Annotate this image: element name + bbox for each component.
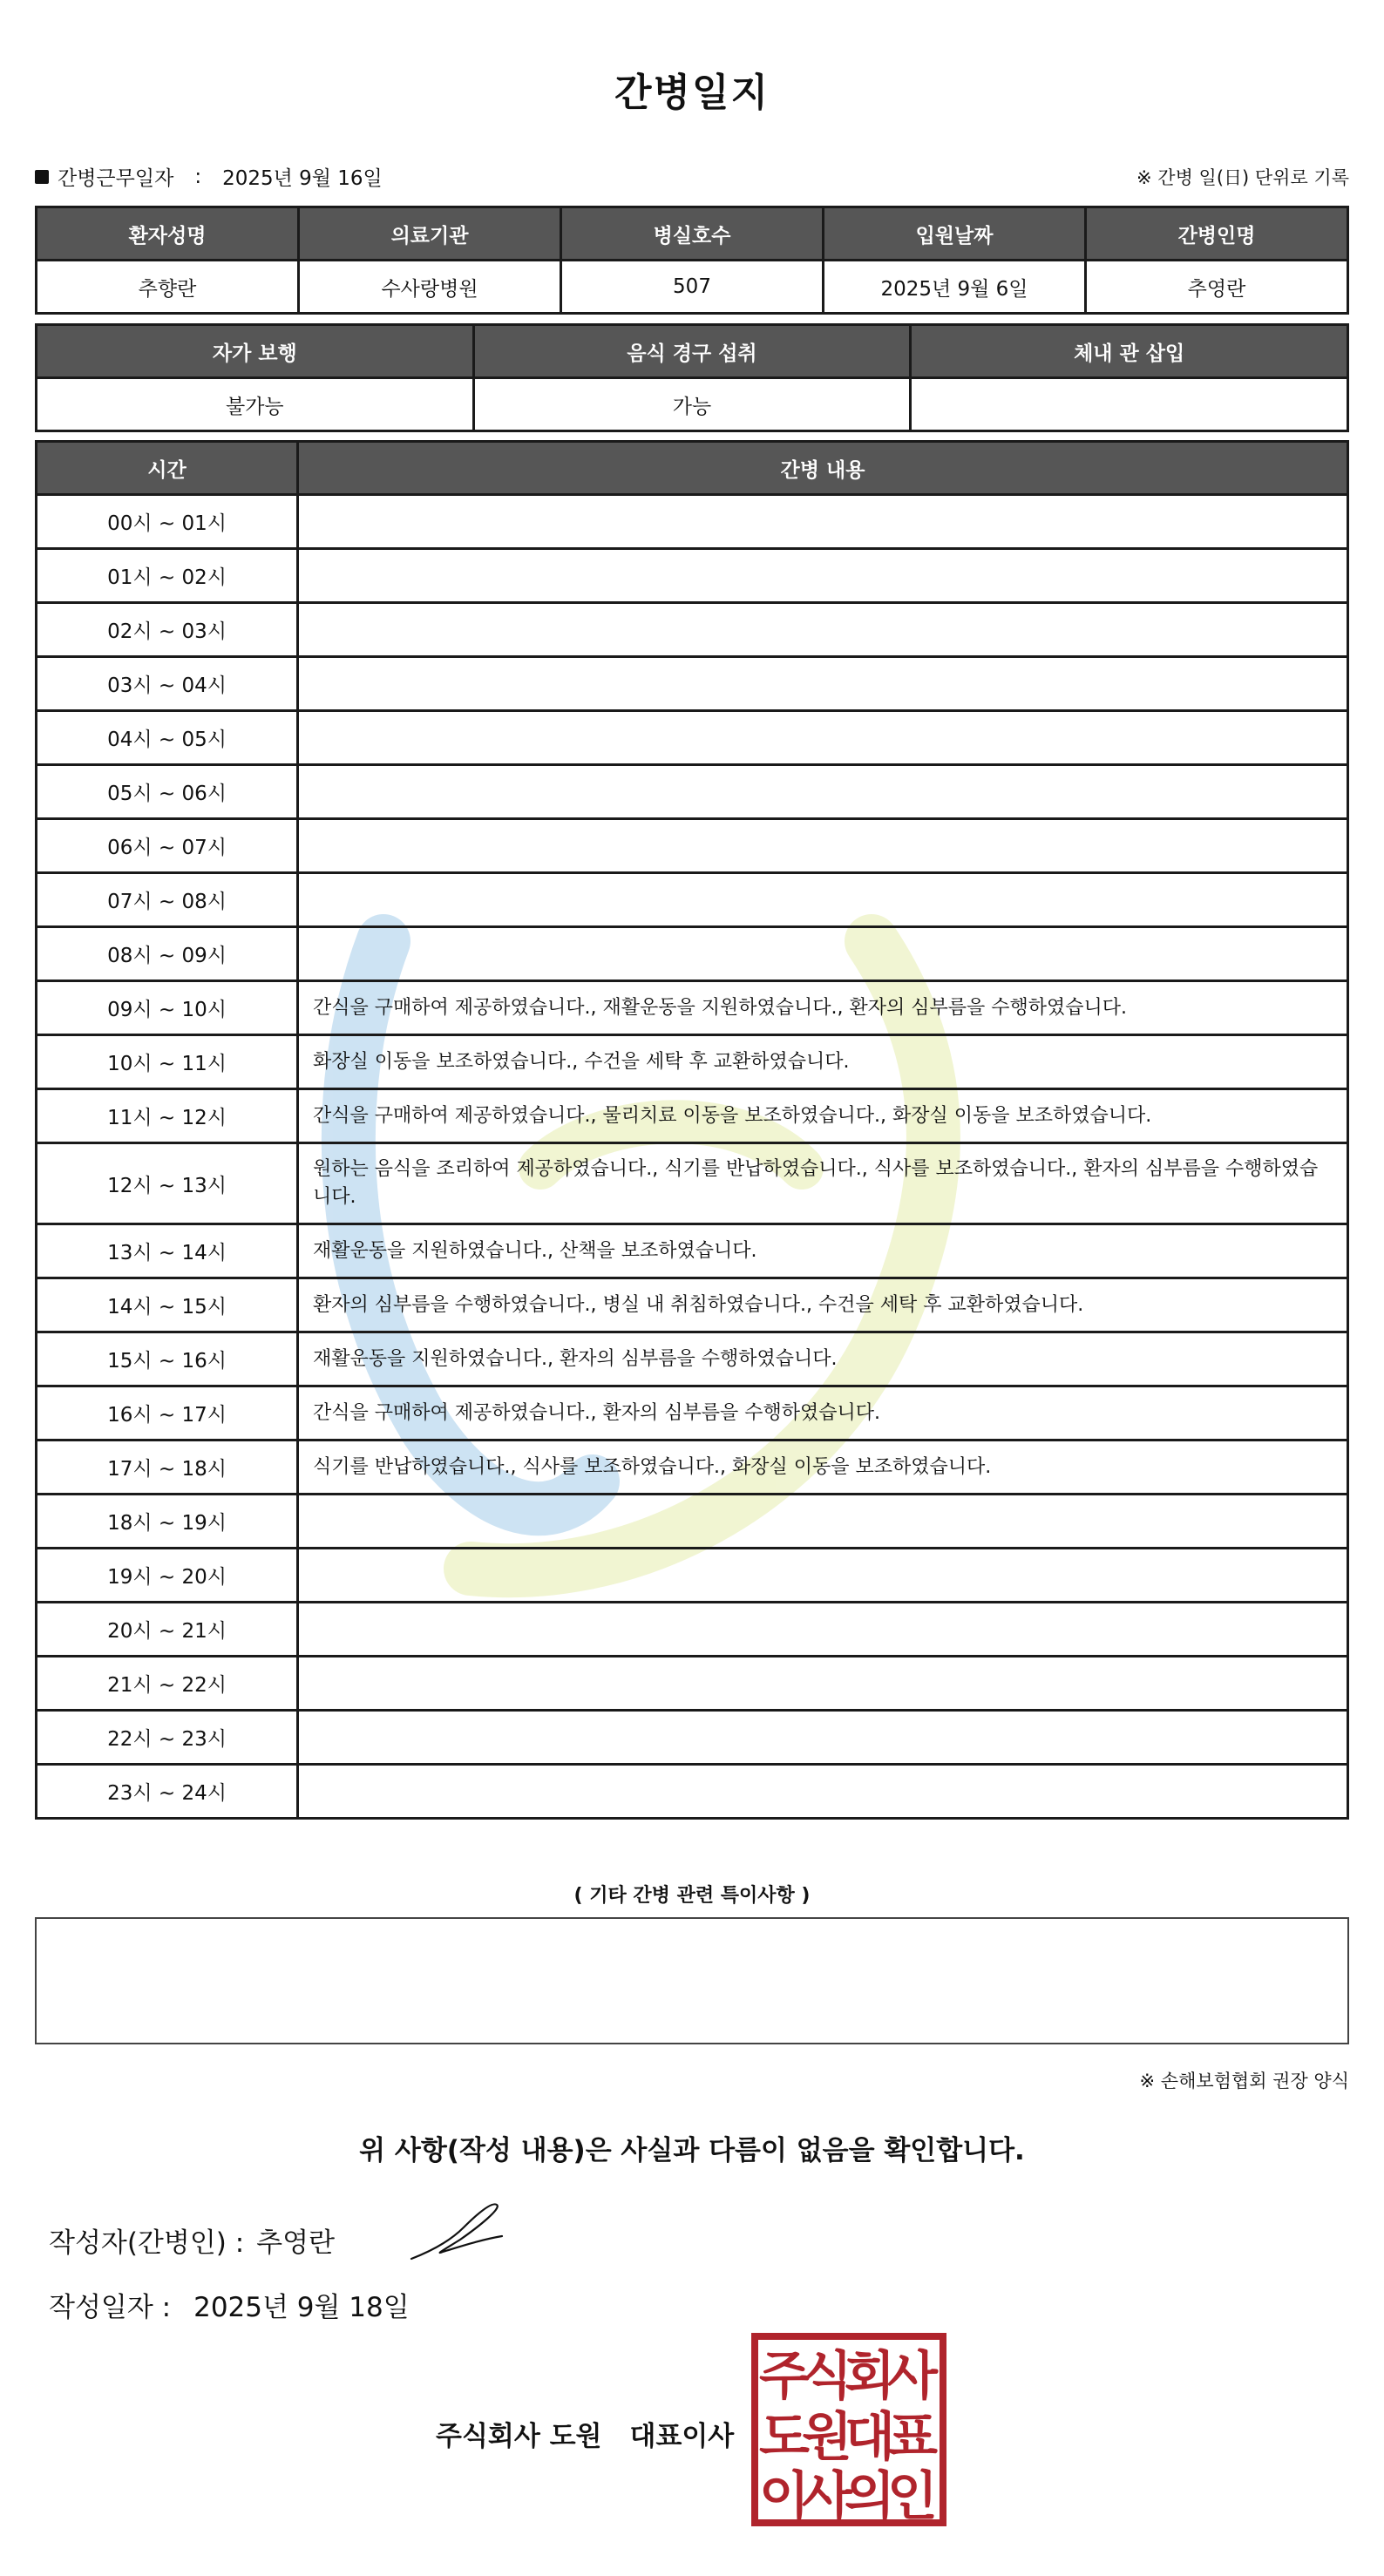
care-content-cell [298,1495,1348,1549]
header-tube-insertion: 체내 관 삽입 [911,325,1348,378]
company-line [436,2414,734,2453]
work-date-separator: : [194,165,202,188]
care-content-cell [298,873,1348,927]
time-cell: 01시 ~ 02시 [37,549,298,603]
table-row [37,1495,1348,1549]
table-row [37,873,1348,927]
company-name: 주식회사 도원 [436,2421,602,2452]
confirmation-statement: 위 사항(작성 내용)은 사실과 다름이 없음을 확인합니다. [359,2135,1025,2166]
header-room-number: 병실호수 [561,207,824,261]
table-row [37,1089,1348,1143]
care-content-cell [298,603,1348,657]
table-row [37,1765,1348,1819]
time-cell: 09시 ~ 10시 [37,981,298,1035]
header-care-content: 간병 내용 [298,442,1348,495]
written-date-label: 작성일자 : [49,2292,172,2323]
care-content-cell: 화장실 이동을 보조하였습니다., 수건을 세탁 후 교환하였습니다. [298,1035,1348,1089]
table-row [37,1657,1348,1711]
care-content-cell [298,819,1348,873]
table-row [37,261,1348,314]
table-row [37,1386,1348,1441]
patient-status-table [35,323,1349,432]
time-cell: 00시 ~ 01시 [37,495,298,549]
header-self-walking: 자가 보행 [37,325,474,378]
care-content-cell: 간식을 구매하여 제공하였습니다., 환자의 심부름을 수행하였습니다. [298,1386,1348,1441]
svg-text:주: 주 [759,2346,810,2407]
care-content-cell [298,1603,1348,1657]
care-content-cell [298,549,1348,603]
table-header-row [37,325,1348,378]
care-content-cell [298,1657,1348,1711]
svg-text:사: 사 [802,2466,852,2526]
oral-intake: 가능 [473,378,911,431]
time-cell: 11시 ~ 12시 [37,1089,298,1143]
time-cell: 17시 ~ 18시 [37,1441,298,1495]
header-admission-date: 입원날짜 [824,207,1086,261]
table-row [37,657,1348,711]
svg-text:회: 회 [845,2346,895,2407]
care-content-cell [298,1711,1348,1765]
self-walking: 불가능 [37,378,474,431]
patient-name: 추향란 [37,261,299,314]
document-title: 간병일지 [614,71,770,115]
time-cell: 22시 ~ 23시 [37,1711,298,1765]
time-cell: 21시 ~ 22시 [37,1657,298,1711]
care-content-cell: 환자의 심부름을 수행하였습니다., 병실 내 취침하였습니다., 수건을 세탁 후 교환하였습니다. [298,1278,1348,1332]
table-row [37,1278,1348,1332]
time-cell: 12시 ~ 13시 [37,1143,298,1224]
time-cell: 15시 ~ 16시 [37,1332,298,1386]
care-content-cell [298,657,1348,711]
table-row [37,981,1348,1035]
care-content-cell [298,1549,1348,1603]
time-cell: 06시 ~ 07시 [37,819,298,873]
time-cell: 13시 ~ 14시 [37,1224,298,1278]
signature [408,2198,505,2268]
header-patient-name: 환자성명 [37,207,299,261]
time-cell: 02시 ~ 03시 [37,603,298,657]
care-log-table [35,440,1349,1820]
table-row [37,819,1348,873]
patient-info-table [35,206,1349,315]
table-row [37,549,1348,603]
svg-text:사: 사 [887,2346,938,2407]
care-content-cell [298,495,1348,549]
special-notes-title: ( 기타 간병 관련 특이사항 ) [573,1885,811,1907]
time-cell: 10시 ~ 11시 [37,1035,298,1089]
written-date-value: 2025년 9월 18일 [193,2292,410,2323]
svg-text:표: 표 [887,2407,938,2468]
admission-date: 2025년 9월 6일 [824,261,1086,314]
table-row [37,495,1348,549]
hospital: 수사랑병원 [299,261,561,314]
table-row [37,1441,1348,1495]
time-cell: 03시 ~ 04시 [37,657,298,711]
special-notes-box [35,1917,1349,2044]
record-note: ※ 간병 일(日) 단위로 기록 [1136,167,1349,188]
svg-text:도: 도 [759,2407,810,2468]
table-row [37,378,1348,431]
svg-text:이: 이 [759,2466,810,2526]
table-row [37,711,1348,765]
svg-text:의: 의 [845,2466,895,2526]
work-date-label: 간병근무일자 [58,167,174,190]
care-content-cell [298,765,1348,819]
care-content-cell [298,1765,1348,1819]
writer-name: 추영란 [256,2227,336,2259]
bullet-square-icon [35,170,49,184]
time-cell: 05시 ~ 06시 [37,765,298,819]
writer-line [49,2220,335,2260]
table-row [37,1549,1348,1603]
writer-label: 작성자(간병인) : [49,2227,245,2259]
time-cell: 18시 ~ 19시 [37,1495,298,1549]
time-cell: 19시 ~ 20시 [37,1549,298,1603]
representative-title: 대표이사 [629,2421,735,2452]
table-header-row [37,442,1348,495]
time-cell: 08시 ~ 09시 [37,927,298,981]
table-row [37,765,1348,819]
table-row [37,1603,1348,1657]
time-cell: 23시 ~ 24시 [37,1765,298,1819]
header-time: 시간 [37,442,298,495]
caregiver-name: 추영란 [1086,261,1348,314]
table-row [37,603,1348,657]
header-hospital: 의료기관 [299,207,561,261]
time-cell: 16시 ~ 17시 [37,1386,298,1441]
svg-text:대: 대 [845,2407,895,2468]
care-content-cell: 재활운동을 지원하였습니다., 산책을 보조하였습니다. [298,1224,1348,1278]
table-row [37,1711,1348,1765]
care-content-cell: 원하는 음식을 조리하여 제공하였습니다., 식기를 반납하였습니다., 식사를 보조하였습니다., 환자의 심부름을 수행하였습니다. [298,1143,1348,1224]
recommendation-note: ※ 손해보험협회 권장 양식 [1139,2071,1349,2091]
time-cell: 07시 ~ 08시 [37,873,298,927]
work-date-value: 2025년 9월 16일 [222,167,383,190]
table-header-row [37,207,1348,261]
svg-text:원: 원 [802,2407,852,2468]
table-row [37,1035,1348,1089]
work-date [35,162,383,191]
svg-text:식: 식 [802,2346,852,2407]
tube-insertion [911,378,1348,431]
table-row [37,927,1348,981]
table-row [37,1332,1348,1386]
care-content-cell [298,711,1348,765]
care-content-cell: 간식을 구매하여 제공하였습니다., 물리치료 이동을 보조하였습니다., 화장실 이동을 보조하였습니다. [298,1089,1348,1143]
care-content-cell: 간식을 구매하여 제공하였습니다., 재활운동을 지원하였습니다., 환자의 심부름을 수행하였습니다. [298,981,1348,1035]
svg-text:인: 인 [887,2466,938,2526]
company-seal [751,2333,946,2526]
written-date-line [49,2285,410,2324]
table-row [37,1224,1348,1278]
header-oral-intake: 음식 경구 섭취 [473,325,911,378]
time-cell: 20시 ~ 21시 [37,1603,298,1657]
header-caregiver-name: 간병인명 [1086,207,1348,261]
care-content-cell: 재활운동을 지원하였습니다., 환자의 심부름을 수행하였습니다. [298,1332,1348,1386]
table-row [37,1143,1348,1224]
care-content-cell: 식기를 반납하였습니다., 식사를 보조하였습니다., 화장실 이동을 보조하였습니다. [298,1441,1348,1495]
time-cell: 04시 ~ 05시 [37,711,298,765]
care-content-cell [298,927,1348,981]
time-cell: 14시 ~ 15시 [37,1278,298,1332]
room-number: 507 [561,261,824,314]
